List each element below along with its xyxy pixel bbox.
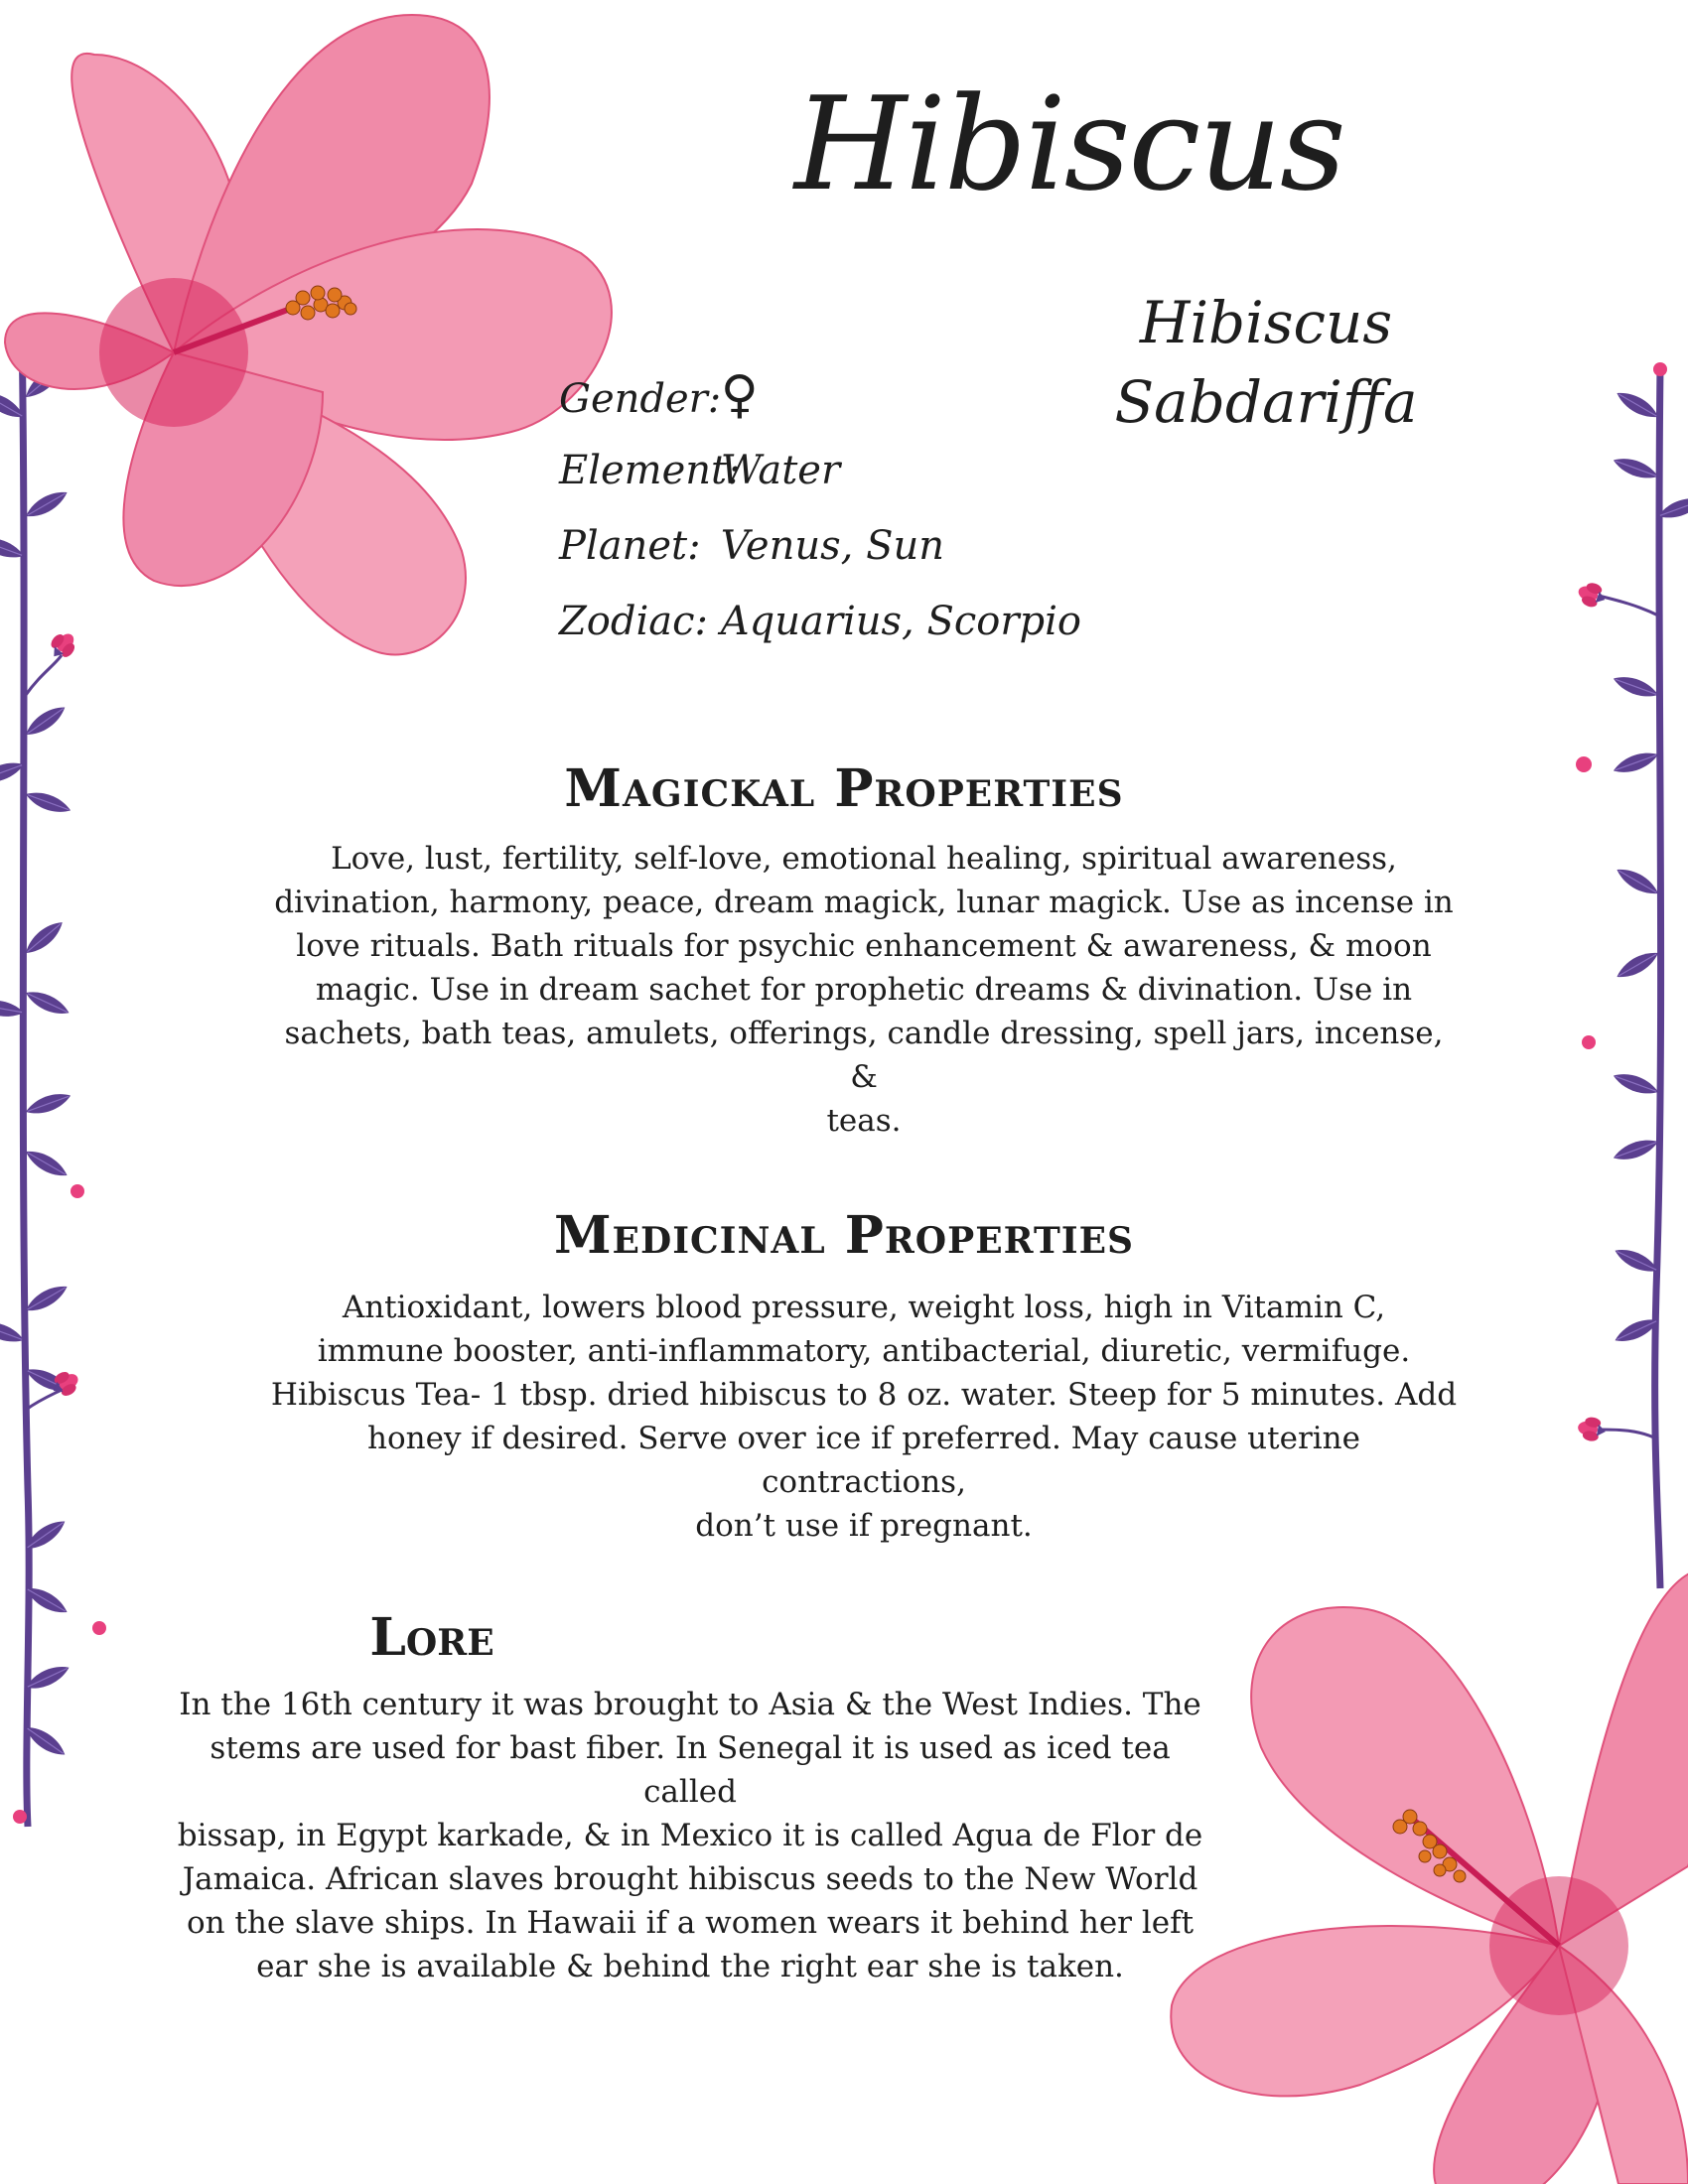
text-line: don’t use if pregnant. — [695, 1508, 1033, 1544]
page-subtitle: Hibiscus Sabdariffa — [1114, 289, 1418, 436]
attribute-list — [559, 357, 1081, 659]
hibiscus-flower-bottom-right — [1171, 1569, 1688, 2184]
attribute-value: Aquarius, Scorpio — [720, 599, 1081, 644]
text-line: Hibiscus Tea- 1 tbsp. dried hibiscus to 8 oz. water. Steep for 5 minutes. Add — [270, 1377, 1458, 1413]
text-line: honey if desired. Serve over ice if preferred. May cause uterine contractions, — [367, 1421, 1360, 1500]
vine-left-leaves — [0, 360, 73, 1760]
attribute-value: Venus, Sun — [720, 523, 945, 569]
text-line: ear she is available & behind the right ear she is taken. — [256, 1949, 1124, 1984]
hibiscus-flower-top-left — [5, 15, 612, 654]
attribute-label: Element: — [559, 448, 741, 493]
medicinal-properties-heading: Medicinal Properties — [553, 1205, 1135, 1266]
text-line: stems are used for bast fiber. In Senegal it is used as iced tea called — [210, 1730, 1171, 1810]
text-line: divination, harmony, peace, dream magick, lunar magick. Use as incense in — [274, 885, 1454, 920]
vine-left — [0, 328, 106, 1827]
text-line: sachets, bath teas, amulets, offerings, candle dressing, spell jars, incense, & — [284, 1016, 1444, 1095]
female-symbol-icon: ♀ — [720, 364, 759, 425]
attribute-zodiac — [559, 584, 1081, 659]
page-title: Hibiscus — [794, 68, 1344, 219]
attribute-value: Water — [720, 448, 841, 493]
text-line: In the 16th century it was brought to Asia & the West Indies. The — [179, 1687, 1201, 1722]
attribute-label: Gender: — [559, 376, 722, 422]
attribute-planet — [559, 508, 1075, 584]
text-line: Jamaica. African slaves brought hibiscus seeds to the New World — [182, 1861, 1198, 1897]
text-line: love rituals. Bath rituals for psychic enhancement & awareness, & moon — [296, 928, 1432, 964]
lore-heading: Lore — [369, 1607, 494, 1668]
attribute-gender — [559, 357, 1075, 433]
lore-text — [159, 1683, 1221, 1988]
vine-right-leaves — [1611, 387, 1688, 1348]
magickal-properties-text — [268, 837, 1460, 1143]
attribute-label: Planet: — [559, 523, 701, 569]
vine-right — [1575, 362, 1688, 1588]
text-line: immune booster, anti-inflammatory, antibacterial, diuretic, vermifuge. — [317, 1333, 1411, 1369]
text-line: teas. — [826, 1103, 902, 1139]
text-line: Love, lust, fertility, self-love, emotional healing, spiritual awareness, — [331, 841, 1397, 877]
medicinal-properties-text — [268, 1286, 1460, 1548]
text-line: Antioxidant, lowers blood pressure, weight loss, high in Vitamin C, — [342, 1290, 1386, 1325]
text-line: magic. Use in dream sachet for prophetic dreams & divination. Use in — [315, 972, 1413, 1008]
text-line: on the slave ships. In Hawaii if a women wears it behind her left — [186, 1905, 1195, 1941]
attribute-element — [559, 433, 1075, 508]
magickal-properties-heading: Magickal Properties — [564, 758, 1124, 819]
attribute-label: Zodiac: — [559, 599, 708, 644]
text-line: bissap, in Egypt karkade, & in Mexico it is called Agua de Flor de — [177, 1818, 1203, 1853]
